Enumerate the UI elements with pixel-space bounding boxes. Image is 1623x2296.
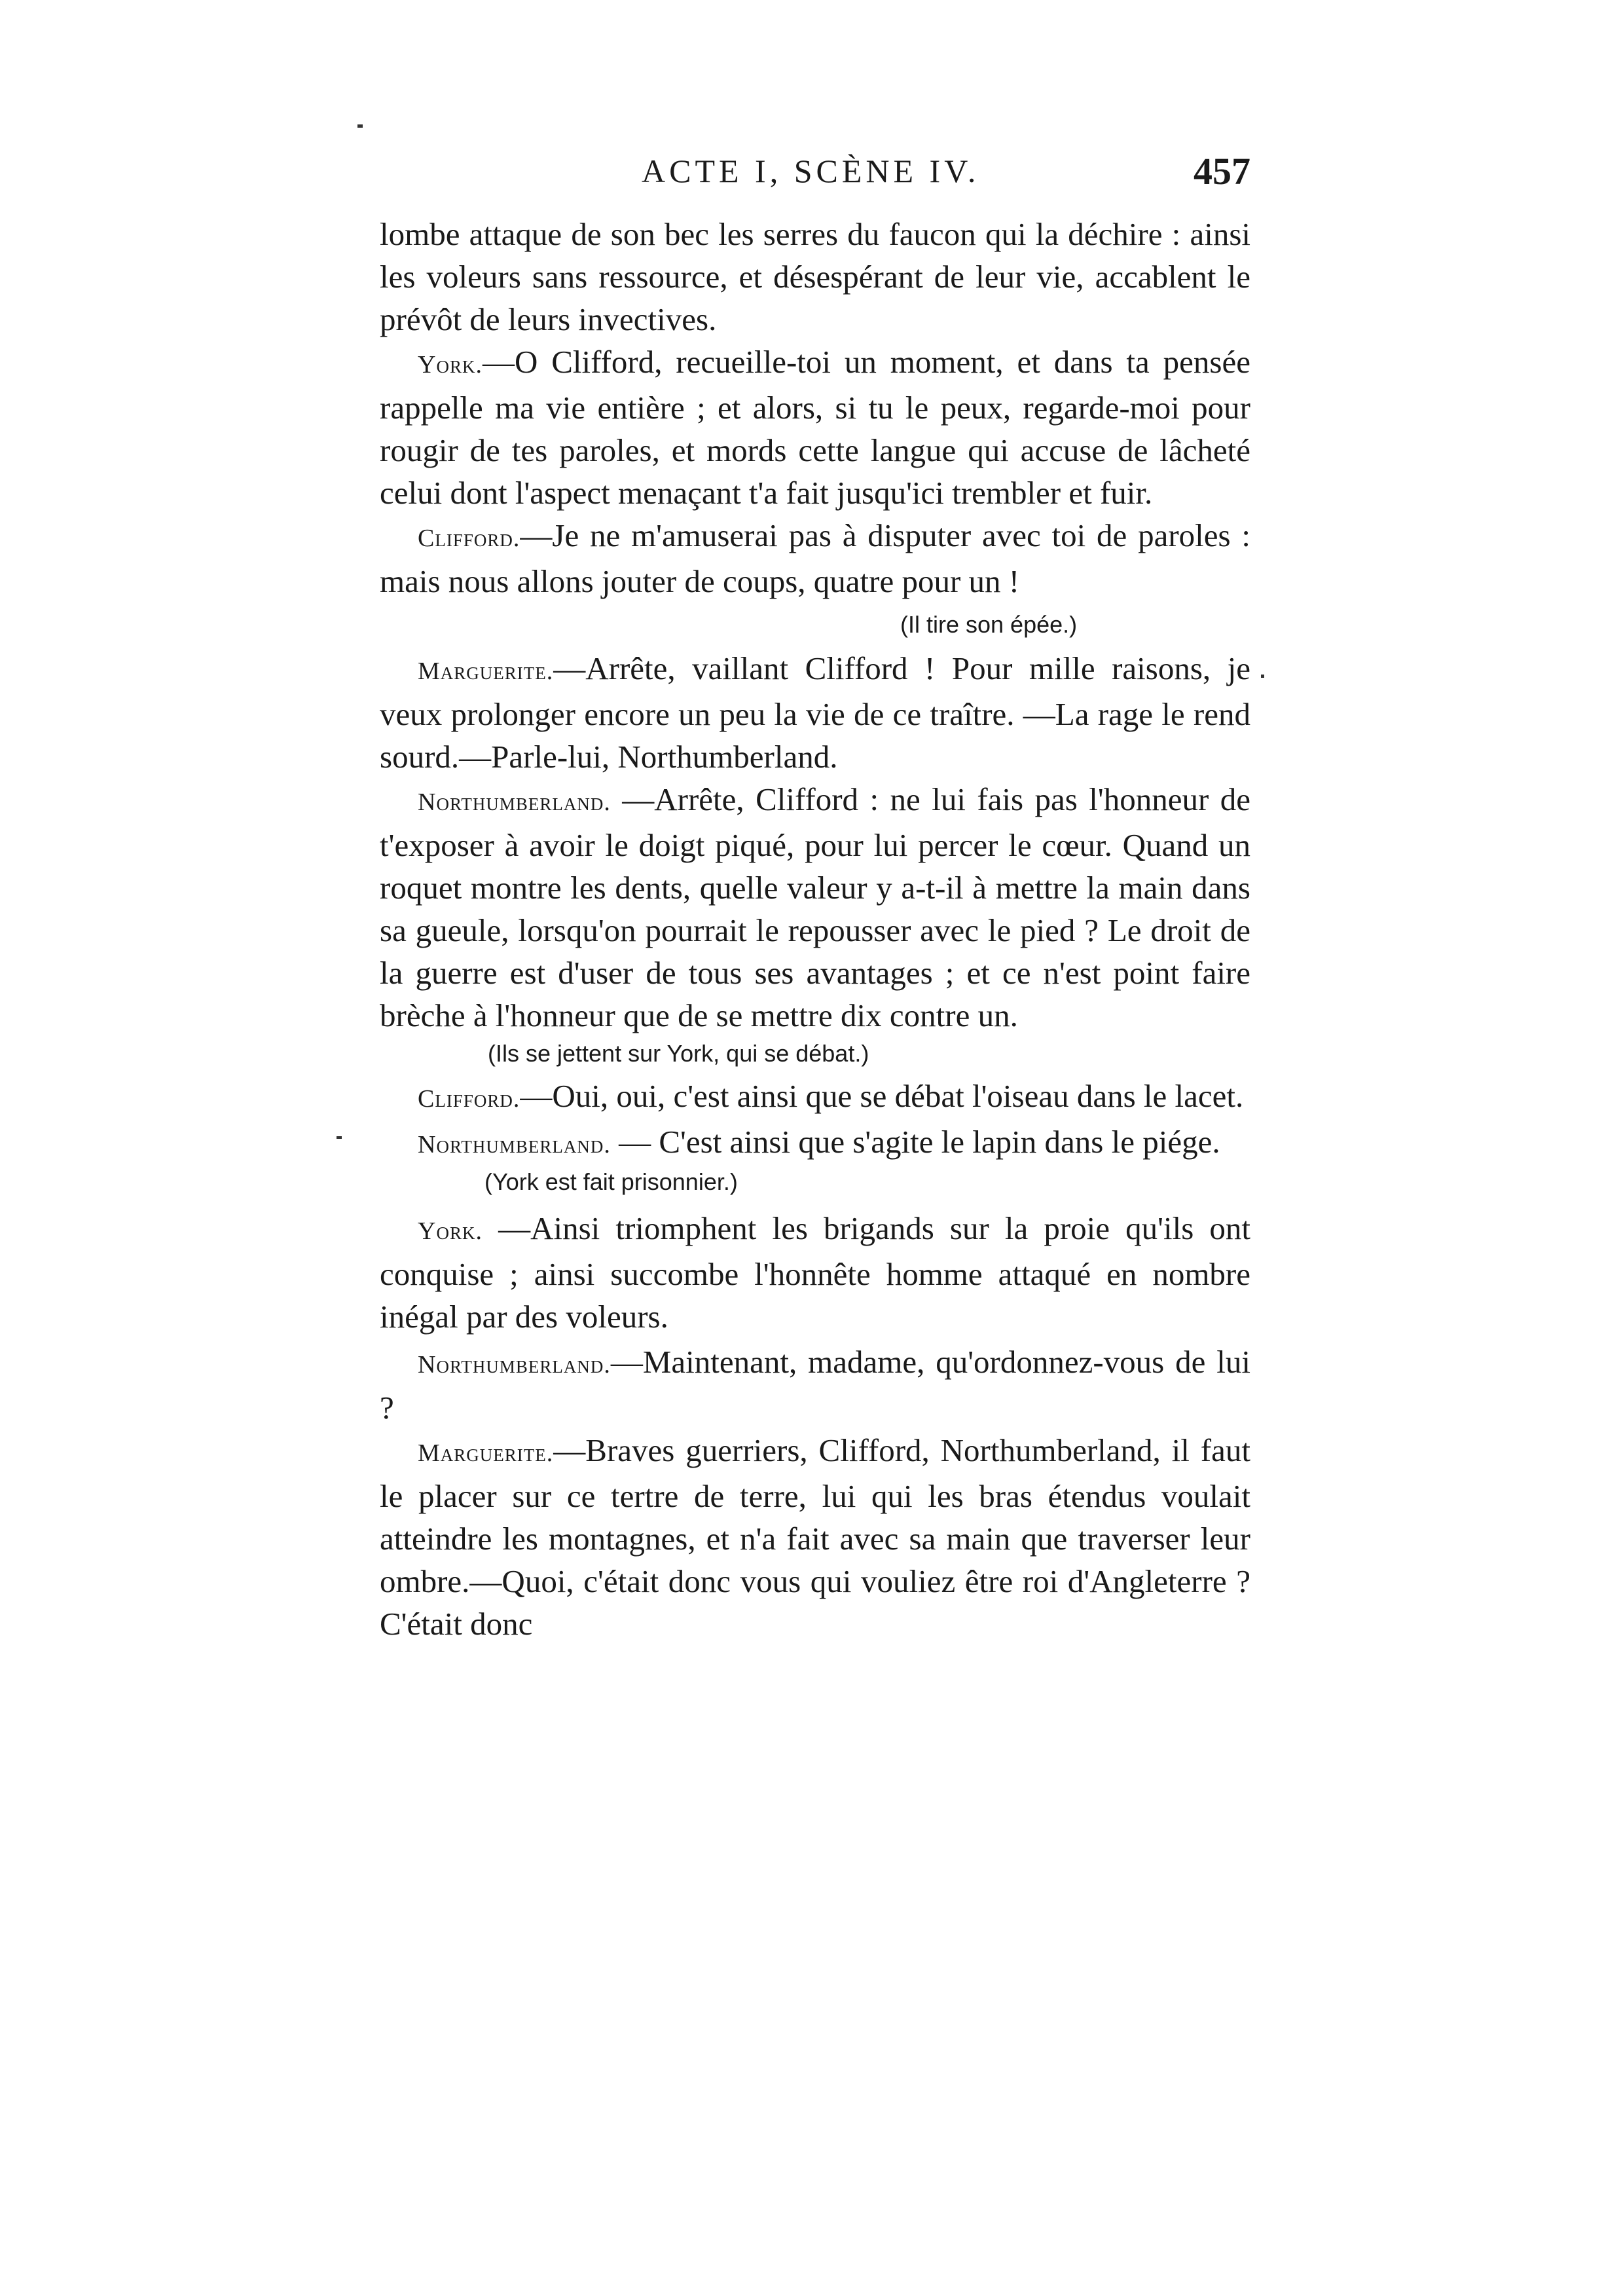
paragraph	[380, 213, 1250, 341]
speech-text: —Maintenant, madame, qu'ordonnez-vous de lui ?	[380, 1344, 1250, 1426]
stage-direction: (Il tire son épée.)	[900, 611, 1078, 638]
speech	[380, 1120, 1250, 1166]
speech-text: —Braves guerriers, Clifford, Northumberland, il faut le placer sur ce tertre de terre, lui qui les bras étendus voulait atteindre les montagnes, et n'a fait avec sa main que traverser leur ombre.—Quoi, c'était donc vous qui vouliez être roi d'Angleterre ? C'était donc	[380, 1432, 1250, 1642]
running-title: ACTE I, SCÈNE IV.	[642, 153, 980, 189]
text-block	[380, 213, 1250, 1645]
speaker-name: Clifford.	[418, 525, 520, 552]
speech	[380, 778, 1250, 1037]
speech-text: —O Clifford, recueille-toi un moment, et dans ta pensée rappelle ma vie entière ; et alors, si tu le peux, regarde-moi pour rougir de tes paroles, et mords cette langue qui accuse de lâcheté celui dont l'aspect menaçant t'a fait jusqu'ici trembler et fuir.	[380, 344, 1250, 511]
ink-speck	[337, 1136, 342, 1139]
speaker-name: Marguerite.	[418, 657, 554, 685]
speech-text: —Je ne m'amuserai pas à disputer avec toi de paroles : mais nous allons jouter de coups, quatre pour un !	[380, 517, 1250, 599]
speech	[380, 1207, 1250, 1338]
stage-direction: (Ils se jettent sur York, qui se débat.)	[488, 1040, 869, 1067]
speech-text: —Oui, oui, c'est ainsi que se débat l'oiseau dans le lacet.	[520, 1078, 1244, 1114]
speech	[380, 647, 1250, 778]
page-number: 457	[1194, 150, 1250, 193]
speaker-name: Clifford.	[418, 1085, 520, 1113]
stage-direction: (York est fait prisonnier.)	[484, 1168, 738, 1195]
speech	[380, 1429, 1250, 1645]
speech	[380, 514, 1250, 602]
speech-text: — C'est ainsi que s'agite le lapin dans le piége.	[610, 1124, 1220, 1160]
speech-text: —Ainsi triomphent les brigands sur la proie qu'ils ont conquise ; ainsi succombe l'honnête homme attaqué en nombre inégal par des voleurs.	[380, 1210, 1250, 1335]
speaker-name: York.	[418, 1217, 483, 1245]
speech	[380, 341, 1250, 514]
paragraph-text: lombe attaque de son bec les serres du faucon qui la déchire : ainsi les voleurs sans ressource, et désespérant de leur vie, accablent le prévôt de leurs invectives.	[380, 216, 1250, 337]
speech	[380, 1075, 1250, 1120]
speaker-name: Northumberland.	[418, 1131, 611, 1158]
running-head	[380, 152, 1250, 198]
ink-speck	[357, 124, 363, 128]
speaker-name: York.	[418, 351, 483, 379]
speaker-name: Northumberland.	[418, 788, 611, 816]
speech-text: —Arrête, Clifford : ne lui fais pas l'honneur de t'exposer à avoir le doigt piqué, pour lui percer le cœur. Quand un roquet montre les dents, quelle valeur y a-t-il à mettre la main dans sa gueule, lorsqu'on pourrait le repousser avec le pied ? Le droit de la guerre est d'user de tous ses avantages ; et ce n'est point faire brèche à l'honneur que de se mettre dix contre un.	[380, 781, 1250, 1033]
speaker-name: Northumberland.	[418, 1351, 611, 1379]
ink-speck	[1261, 675, 1264, 678]
speech	[380, 1341, 1250, 1429]
speech-text: —Arrête, vaillant Clifford ! Pour mille raisons, je veux prolonger encore un peu la vie de ce traître. —La rage le rend sourd.—Parle-lui, Northumberland.	[380, 650, 1250, 775]
speaker-name: Marguerite.	[418, 1439, 554, 1467]
